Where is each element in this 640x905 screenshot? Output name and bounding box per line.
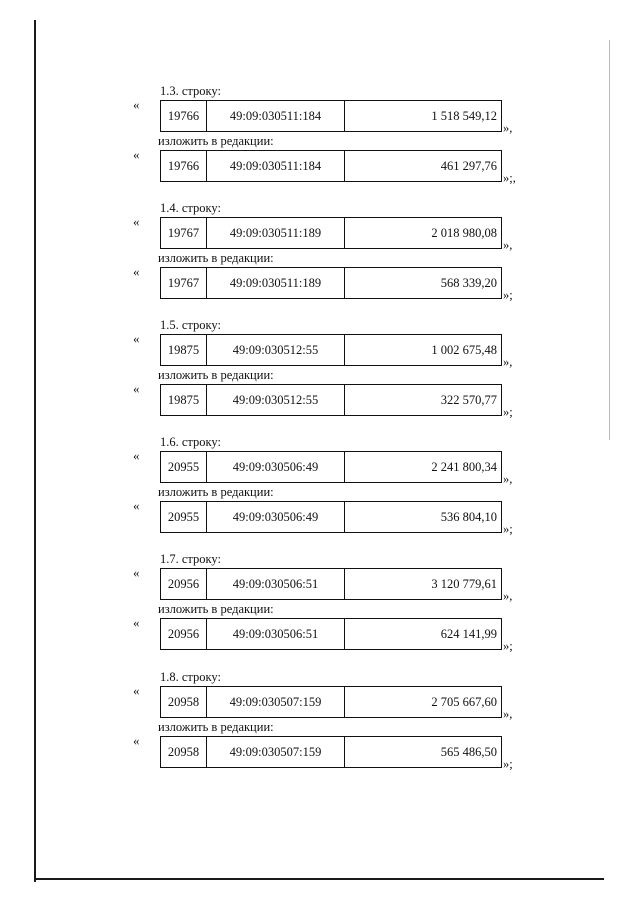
row-number-cell: 20955: [161, 452, 207, 482]
cadastral-value-cell: 2 241 800,34: [431, 459, 497, 474]
cadastral-value-cell: 1 002 675,48: [431, 342, 497, 357]
section-heading: 1.6. строку:: [160, 435, 221, 449]
cadastral-number-cell: 49:09:030511:189: [207, 218, 345, 248]
close-quote: »;: [503, 288, 513, 302]
section-sublabel: изложить в редакции:: [158, 602, 274, 616]
old-row-table: [160, 217, 502, 249]
amendment-section: [0, 84, 640, 194]
new-row-table: [160, 618, 502, 650]
close-quote: »;: [503, 522, 513, 536]
new-row-table: [160, 267, 502, 299]
cadastral-number-cell: 49:09:030511:189: [207, 268, 345, 298]
row-number-cell: 19875: [161, 335, 207, 365]
open-quote: «: [133, 147, 140, 162]
close-quote: »,: [503, 121, 513, 135]
cadastral-number-cell: 49:09:030511:184: [207, 101, 345, 131]
open-quote: «: [133, 381, 140, 396]
cadastral-value-cell: 624 141,99: [440, 626, 497, 641]
cadastral-value-cell: 461 297,76: [440, 158, 497, 173]
new-row-table: [160, 736, 502, 768]
section-sublabel: изложить в редакции:: [158, 485, 274, 499]
row-number-cell: 20956: [161, 569, 207, 599]
open-quote: «: [133, 264, 140, 279]
close-quote: »;: [503, 405, 513, 419]
section-heading: 1.8. строку:: [160, 670, 221, 684]
cadastral-number-cell: 49:09:030511:184: [207, 151, 345, 181]
cadastral-number-cell: 49:09:030506:51: [207, 569, 345, 599]
section-sublabel: изложить в редакции:: [158, 251, 274, 265]
row-number-cell: 20958: [161, 687, 207, 717]
close-quote: »,: [503, 589, 513, 603]
open-quote: «: [133, 448, 140, 463]
section-heading: 1.5. строку:: [160, 318, 221, 332]
row-number-cell: 19767: [161, 268, 207, 298]
cadastral-value-cell: 2 705 667,60: [431, 694, 497, 709]
row-number-cell: 20955: [161, 502, 207, 532]
open-quote: «: [133, 331, 140, 346]
cadastral-value-cell: 568 339,20: [440, 275, 497, 290]
section-heading: 1.4. строку:: [160, 201, 221, 215]
cadastral-value-cell: 1 518 549,12: [431, 108, 497, 123]
cadastral-value-cell: 2 018 980,08: [431, 225, 497, 240]
new-row-table: [160, 501, 502, 533]
cadastral-value-cell: 565 486,50: [440, 744, 497, 759]
open-quote: «: [133, 615, 140, 630]
row-number-cell: 19766: [161, 151, 207, 181]
old-row-table: [160, 334, 502, 366]
cadastral-number-cell: 49:09:030506:49: [207, 502, 345, 532]
close-quote: »,: [503, 472, 513, 486]
cadastral-value-cell: 536 804,10: [440, 509, 497, 524]
open-quote: «: [133, 97, 140, 112]
close-quote: »;: [503, 639, 513, 653]
old-row-table: [160, 451, 502, 483]
row-number-cell: 19767: [161, 218, 207, 248]
cadastral-value-cell: 322 570,77: [440, 392, 497, 407]
amendment-section: [0, 435, 640, 545]
amendment-section: [0, 201, 640, 311]
cadastral-value-cell: 3 120 779,61: [431, 576, 497, 591]
section-sublabel: изложить в редакции:: [158, 368, 274, 382]
open-quote: «: [133, 733, 140, 748]
amendment-section: [0, 318, 640, 428]
close-quote: »;: [503, 757, 513, 771]
section-heading: 1.7. строку:: [160, 552, 221, 566]
close-quote: »,: [503, 707, 513, 721]
open-quote: «: [133, 683, 140, 698]
row-number-cell: 19875: [161, 385, 207, 415]
new-row-table: [160, 150, 502, 182]
open-quote: «: [133, 214, 140, 229]
amendment-section: [0, 552, 640, 662]
section-sublabel: изложить в редакции:: [158, 134, 274, 148]
old-row-table: [160, 100, 502, 132]
cadastral-number-cell: 49:09:030506:49: [207, 452, 345, 482]
close-quote: »,: [503, 238, 513, 252]
cadastral-number-cell: 49:09:030506:51: [207, 619, 345, 649]
close-quote: »;,: [503, 171, 516, 185]
open-quote: «: [133, 565, 140, 580]
row-number-cell: 20956: [161, 619, 207, 649]
open-quote: «: [133, 498, 140, 513]
close-quote: »,: [503, 355, 513, 369]
cadastral-number-cell: 49:09:030512:55: [207, 335, 345, 365]
row-number-cell: 19766: [161, 101, 207, 131]
cadastral-number-cell: 49:09:030507:159: [207, 737, 345, 767]
cadastral-number-cell: 49:09:030507:159: [207, 687, 345, 717]
row-number-cell: 20958: [161, 737, 207, 767]
old-row-table: [160, 686, 502, 718]
cadastral-number-cell: 49:09:030512:55: [207, 385, 345, 415]
page-border-bottom: [34, 878, 604, 880]
old-row-table: [160, 568, 502, 600]
amendment-section: [0, 670, 640, 780]
section-heading: 1.3. строку:: [160, 84, 221, 98]
new-row-table: [160, 384, 502, 416]
section-sublabel: изложить в редакции:: [158, 720, 274, 734]
